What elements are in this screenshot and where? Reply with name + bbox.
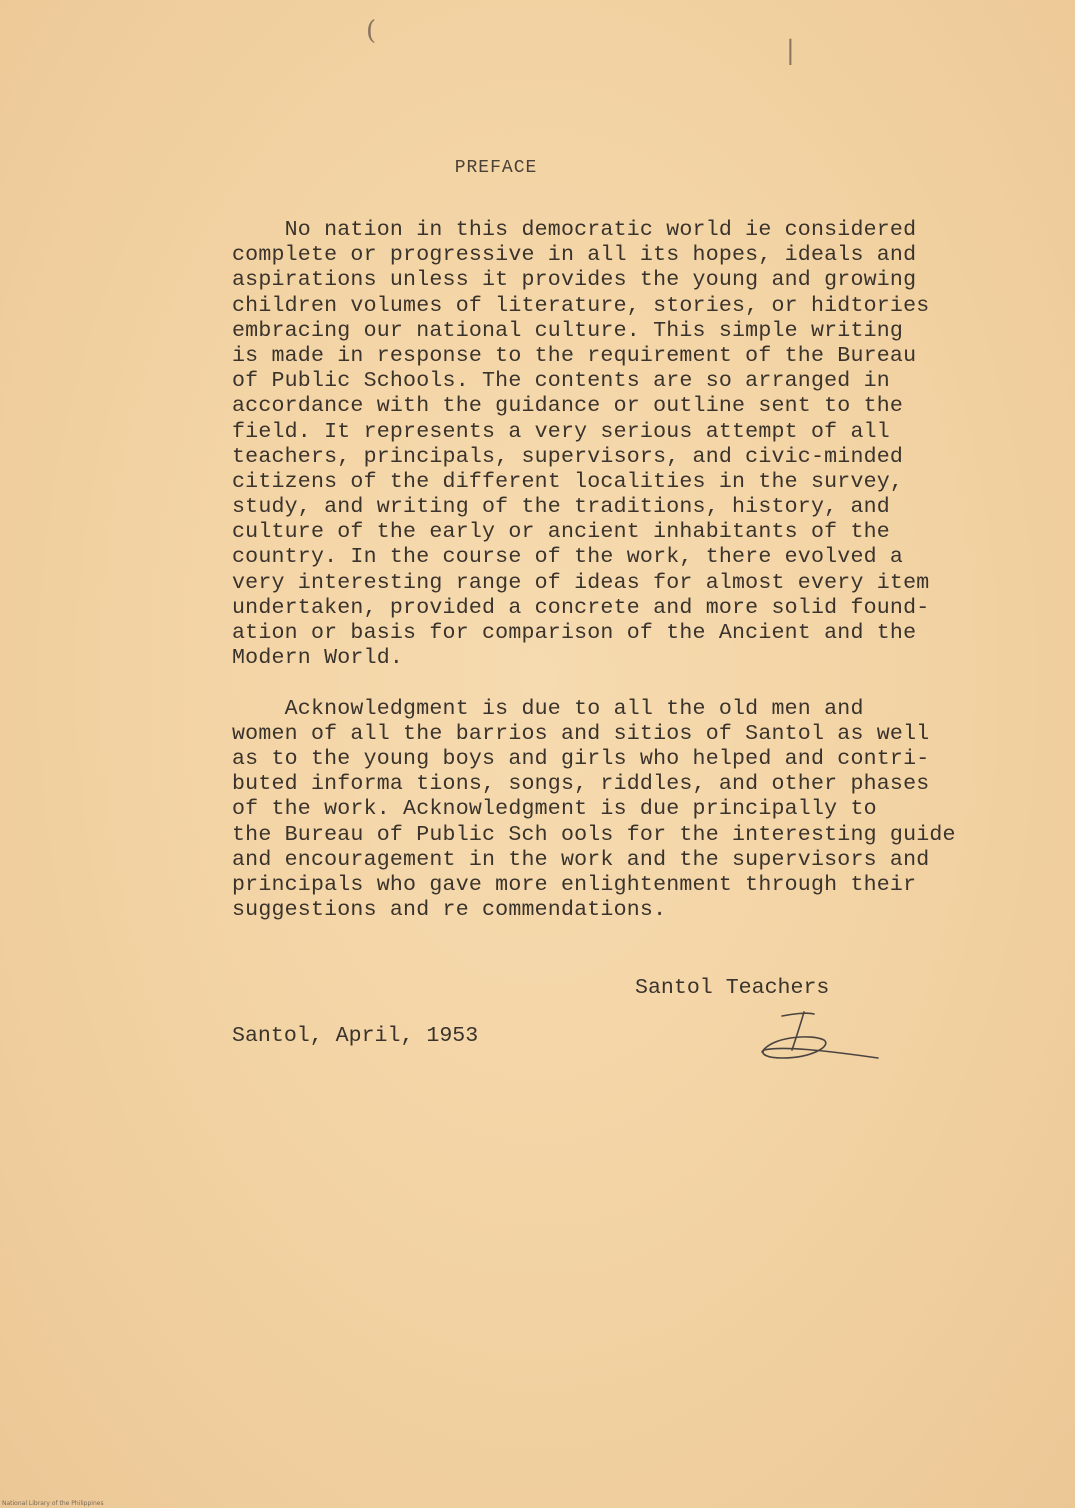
preface-body bbox=[232, 218, 1042, 923]
text-line: culture of the early or ancient inhabitants of the bbox=[232, 520, 890, 545]
text-line: very interesting range of ideas for almost every item bbox=[232, 570, 930, 595]
text-line: the Bureau of Public Sch ools for the interesting guide bbox=[232, 822, 956, 847]
text-line: women of all the barrios and sitios of Santol as well bbox=[232, 721, 930, 746]
text-line: of the work. Acknowledgment is due principally to bbox=[232, 797, 877, 822]
text-line: citizens of the different localities in the survey, bbox=[232, 469, 904, 494]
signoff: Santol Teachers bbox=[635, 976, 830, 1000]
text-line: accordance with the guidance or outline sent to the bbox=[232, 394, 904, 419]
text-line: undertaken, provided a concrete and more solid found- bbox=[232, 595, 930, 620]
text-line: principals who gave more enlightenment through their bbox=[232, 872, 917, 897]
text-line: as to the young boys and girls who helped and contri- bbox=[232, 746, 930, 771]
paragraph-2 bbox=[232, 697, 1042, 924]
page-title: PREFACE bbox=[454, 158, 538, 178]
text-line: teachers, principals, supervisors, and civic-minded bbox=[232, 444, 904, 469]
text-line: ation or basis for comparison of the Ancient and the bbox=[232, 621, 917, 645]
margin-mark: ( bbox=[366, 16, 377, 46]
text-line: field. It represents a very serious attempt of all bbox=[232, 419, 890, 444]
text-line: buted informa tions, songs, riddles, and other phases bbox=[232, 772, 930, 797]
margin-mark: | bbox=[786, 36, 795, 66]
text-line: and encouragement in the work and the supervisors and bbox=[232, 847, 930, 872]
text-line: suggestions and re commendations. bbox=[232, 898, 667, 923]
text-line: children volumes of literature, stories, or hidtories bbox=[232, 293, 930, 318]
text-line: embracing our national culture. This simple writing bbox=[232, 318, 904, 343]
text-line: of Public Schools. The contents are so arranged in bbox=[232, 369, 890, 394]
signature-scribble bbox=[752, 1006, 882, 1066]
dateline: Santol, April, 1953 bbox=[232, 1024, 479, 1048]
text-line: aspirations unless it provides the young and growing bbox=[232, 268, 917, 293]
paragraph-gap bbox=[232, 671, 1042, 696]
text-line: No nation in this democratic world ie considered bbox=[232, 218, 917, 242]
text-line: is made in response to the requirement of the Bureau bbox=[232, 343, 917, 368]
text-line: Modern World. bbox=[232, 646, 404, 671]
text-line: country. In the course of the work, there evolved a bbox=[232, 545, 904, 570]
text-line: study, and writing of the traditions, history, and bbox=[232, 495, 890, 520]
paragraph-1 bbox=[232, 218, 1042, 671]
footer-credit: National Library of the Philippines bbox=[2, 1500, 104, 1507]
text-line: complete or progressive in all its hopes, ideals and bbox=[232, 243, 917, 268]
text-line: Acknowledgment is due to all the old men and bbox=[232, 696, 864, 721]
